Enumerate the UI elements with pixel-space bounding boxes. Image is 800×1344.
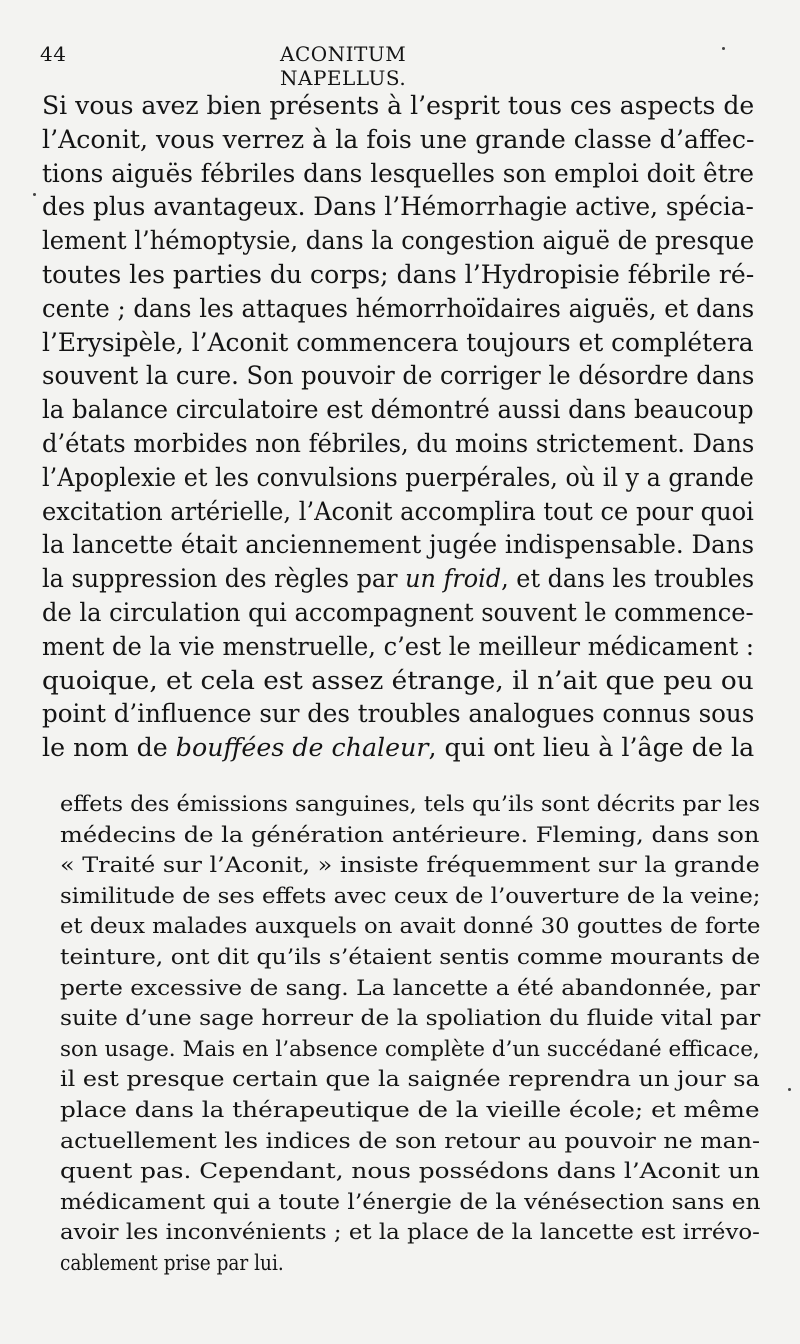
note-line xyxy=(60,943,760,972)
text-run: de la circulation qui accompagnent souvent le commence- xyxy=(42,598,754,627)
text-run: lement l’hémoptysie, dans la congestion aiguë de presque xyxy=(42,226,755,256)
text-run: la suppression des règles par xyxy=(42,564,406,594)
text-run: toutes les parties du corps; dans l’Hydropisie fébrile ré- xyxy=(42,260,755,289)
text-run: « Traité sur l’Aconit, » insiste fréquemment sur la grande xyxy=(60,853,760,878)
body-line xyxy=(42,597,754,629)
text-run: tions aiguës fébriles dans lesquelles son emploi doit être xyxy=(42,158,755,188)
body-line xyxy=(42,563,754,595)
text-run: il est presque certain que la saignée reprendra un jour sa xyxy=(60,1067,760,1092)
body-line xyxy=(42,293,754,325)
text-run: quoique, et cela est assez étrange, il n’ait que peu ou xyxy=(42,665,754,695)
body-line xyxy=(42,360,754,392)
note-line xyxy=(60,851,760,880)
note-line xyxy=(60,1127,760,1156)
text-run: effets des émissions sanguines, tels qu’ils sont décrits par les xyxy=(60,792,761,816)
note-line xyxy=(60,1004,760,1033)
note-line xyxy=(60,1096,760,1125)
ink-speck xyxy=(33,193,36,196)
text-run: d’états morbides non fébriles, du moins strictement. Dans xyxy=(42,429,755,458)
text-run: médicament qui a toute l’énergie de la vénésection sans en xyxy=(60,1189,761,1214)
body-line xyxy=(42,665,754,697)
text-run: la balance circulatoire est démontré aussi dans beaucoup xyxy=(42,395,754,425)
text-run: l’Aconit, vous verrez à la fois une grande classe d’affec- xyxy=(42,124,755,154)
note-line xyxy=(60,1188,760,1217)
text-run: des plus avantageux. Dans l’Hémorrhagie active, spécia- xyxy=(42,192,754,222)
note-line xyxy=(60,912,760,941)
body-line xyxy=(42,327,754,359)
note-line xyxy=(60,1249,284,1278)
text-run: perte excessive de sang. La lancette a été abandonnée, par xyxy=(60,975,760,1000)
text-run: point d’influence sur des troubles analogues connus sous xyxy=(42,699,755,729)
text-run: teinture, ont dit qu’ils s’étaient sentis comme mourants de xyxy=(60,945,761,969)
text-run: avoir les inconvénients ; et la place de la lancette est irrévo- xyxy=(60,1220,760,1245)
note-line xyxy=(60,1218,760,1247)
body-line xyxy=(42,158,754,190)
note-line xyxy=(60,882,760,911)
body-line xyxy=(42,462,754,494)
text-run: , qui ont lieu à l’âge de la xyxy=(428,733,755,763)
text-run: médecins de la génération antérieure. Fleming, dans son xyxy=(60,822,760,847)
note-line xyxy=(60,1065,760,1094)
italic-text: un froid xyxy=(405,564,502,594)
body-line xyxy=(42,732,754,764)
text-run: cablement prise par lui. xyxy=(60,1251,284,1275)
text-run: l’Erysipèle, l’Aconit commencera toujours et complétera xyxy=(42,327,754,357)
body-line xyxy=(42,428,754,460)
body-line xyxy=(42,191,754,223)
body-line xyxy=(42,698,754,730)
note-line xyxy=(60,821,759,850)
note-line xyxy=(60,1035,760,1064)
ink-speck xyxy=(788,1088,791,1091)
body-line xyxy=(42,529,754,561)
running-head: ACONITUM NAPELLUS. xyxy=(280,42,407,90)
body-line xyxy=(42,394,754,426)
page-number: 44 xyxy=(40,42,67,66)
body-line xyxy=(42,124,754,156)
text-run: son usage. Mais en l’absence complète d’un succédané efficace, xyxy=(60,1036,760,1061)
text-run: quent pas. Cependant, nous possédons dans l’Aconit un xyxy=(60,1159,760,1184)
text-run: , et dans les troubles xyxy=(501,564,755,594)
body-line xyxy=(42,90,754,122)
text-run: le nom de xyxy=(42,733,176,763)
body-line xyxy=(42,496,754,528)
text-run: la lancette était anciennement jugée indispensable. Dans xyxy=(42,530,755,560)
ink-speck xyxy=(722,47,725,50)
body-line xyxy=(42,631,754,663)
text-run: actuellement les indices de son retour au pouvoir ne man- xyxy=(60,1128,761,1153)
body-line xyxy=(42,225,754,257)
text-run: suite d’une sage horreur de la spoliation du fluide vital par xyxy=(60,1006,761,1031)
italic-text: bouffées de chaleur xyxy=(175,733,429,763)
text-run: similitude de ses effets avec ceux de l’ouverture de la veine; xyxy=(60,883,761,908)
text-run: ment de la vie menstruelle, c’est le meilleur médicament : xyxy=(42,631,755,661)
text-run: et deux malades auxquels on avait donné 30 gouttes de forte xyxy=(60,914,761,939)
page-header xyxy=(40,42,520,90)
text-run: excitation artérielle, l’Aconit accomplira tout ce pour quoi xyxy=(42,496,754,526)
body-line xyxy=(42,259,754,291)
text-run: l’Apoplexie et les convulsions puerpérales, où il y a grande xyxy=(42,462,754,492)
note-line xyxy=(60,974,760,1003)
note-line xyxy=(60,790,760,819)
note-line xyxy=(60,1157,760,1186)
text-run: cente ; dans les attaques hémorrhoïdaires aiguës, et dans xyxy=(42,293,755,323)
text-run: souvent la cure. Son pouvoir de corriger le désordre dans xyxy=(42,361,755,391)
text-run: Si vous avez bien présents à l’esprit tous ces aspects de xyxy=(42,91,755,120)
text-run: place dans la thérapeutique de la vieille école; et même xyxy=(60,1098,760,1122)
